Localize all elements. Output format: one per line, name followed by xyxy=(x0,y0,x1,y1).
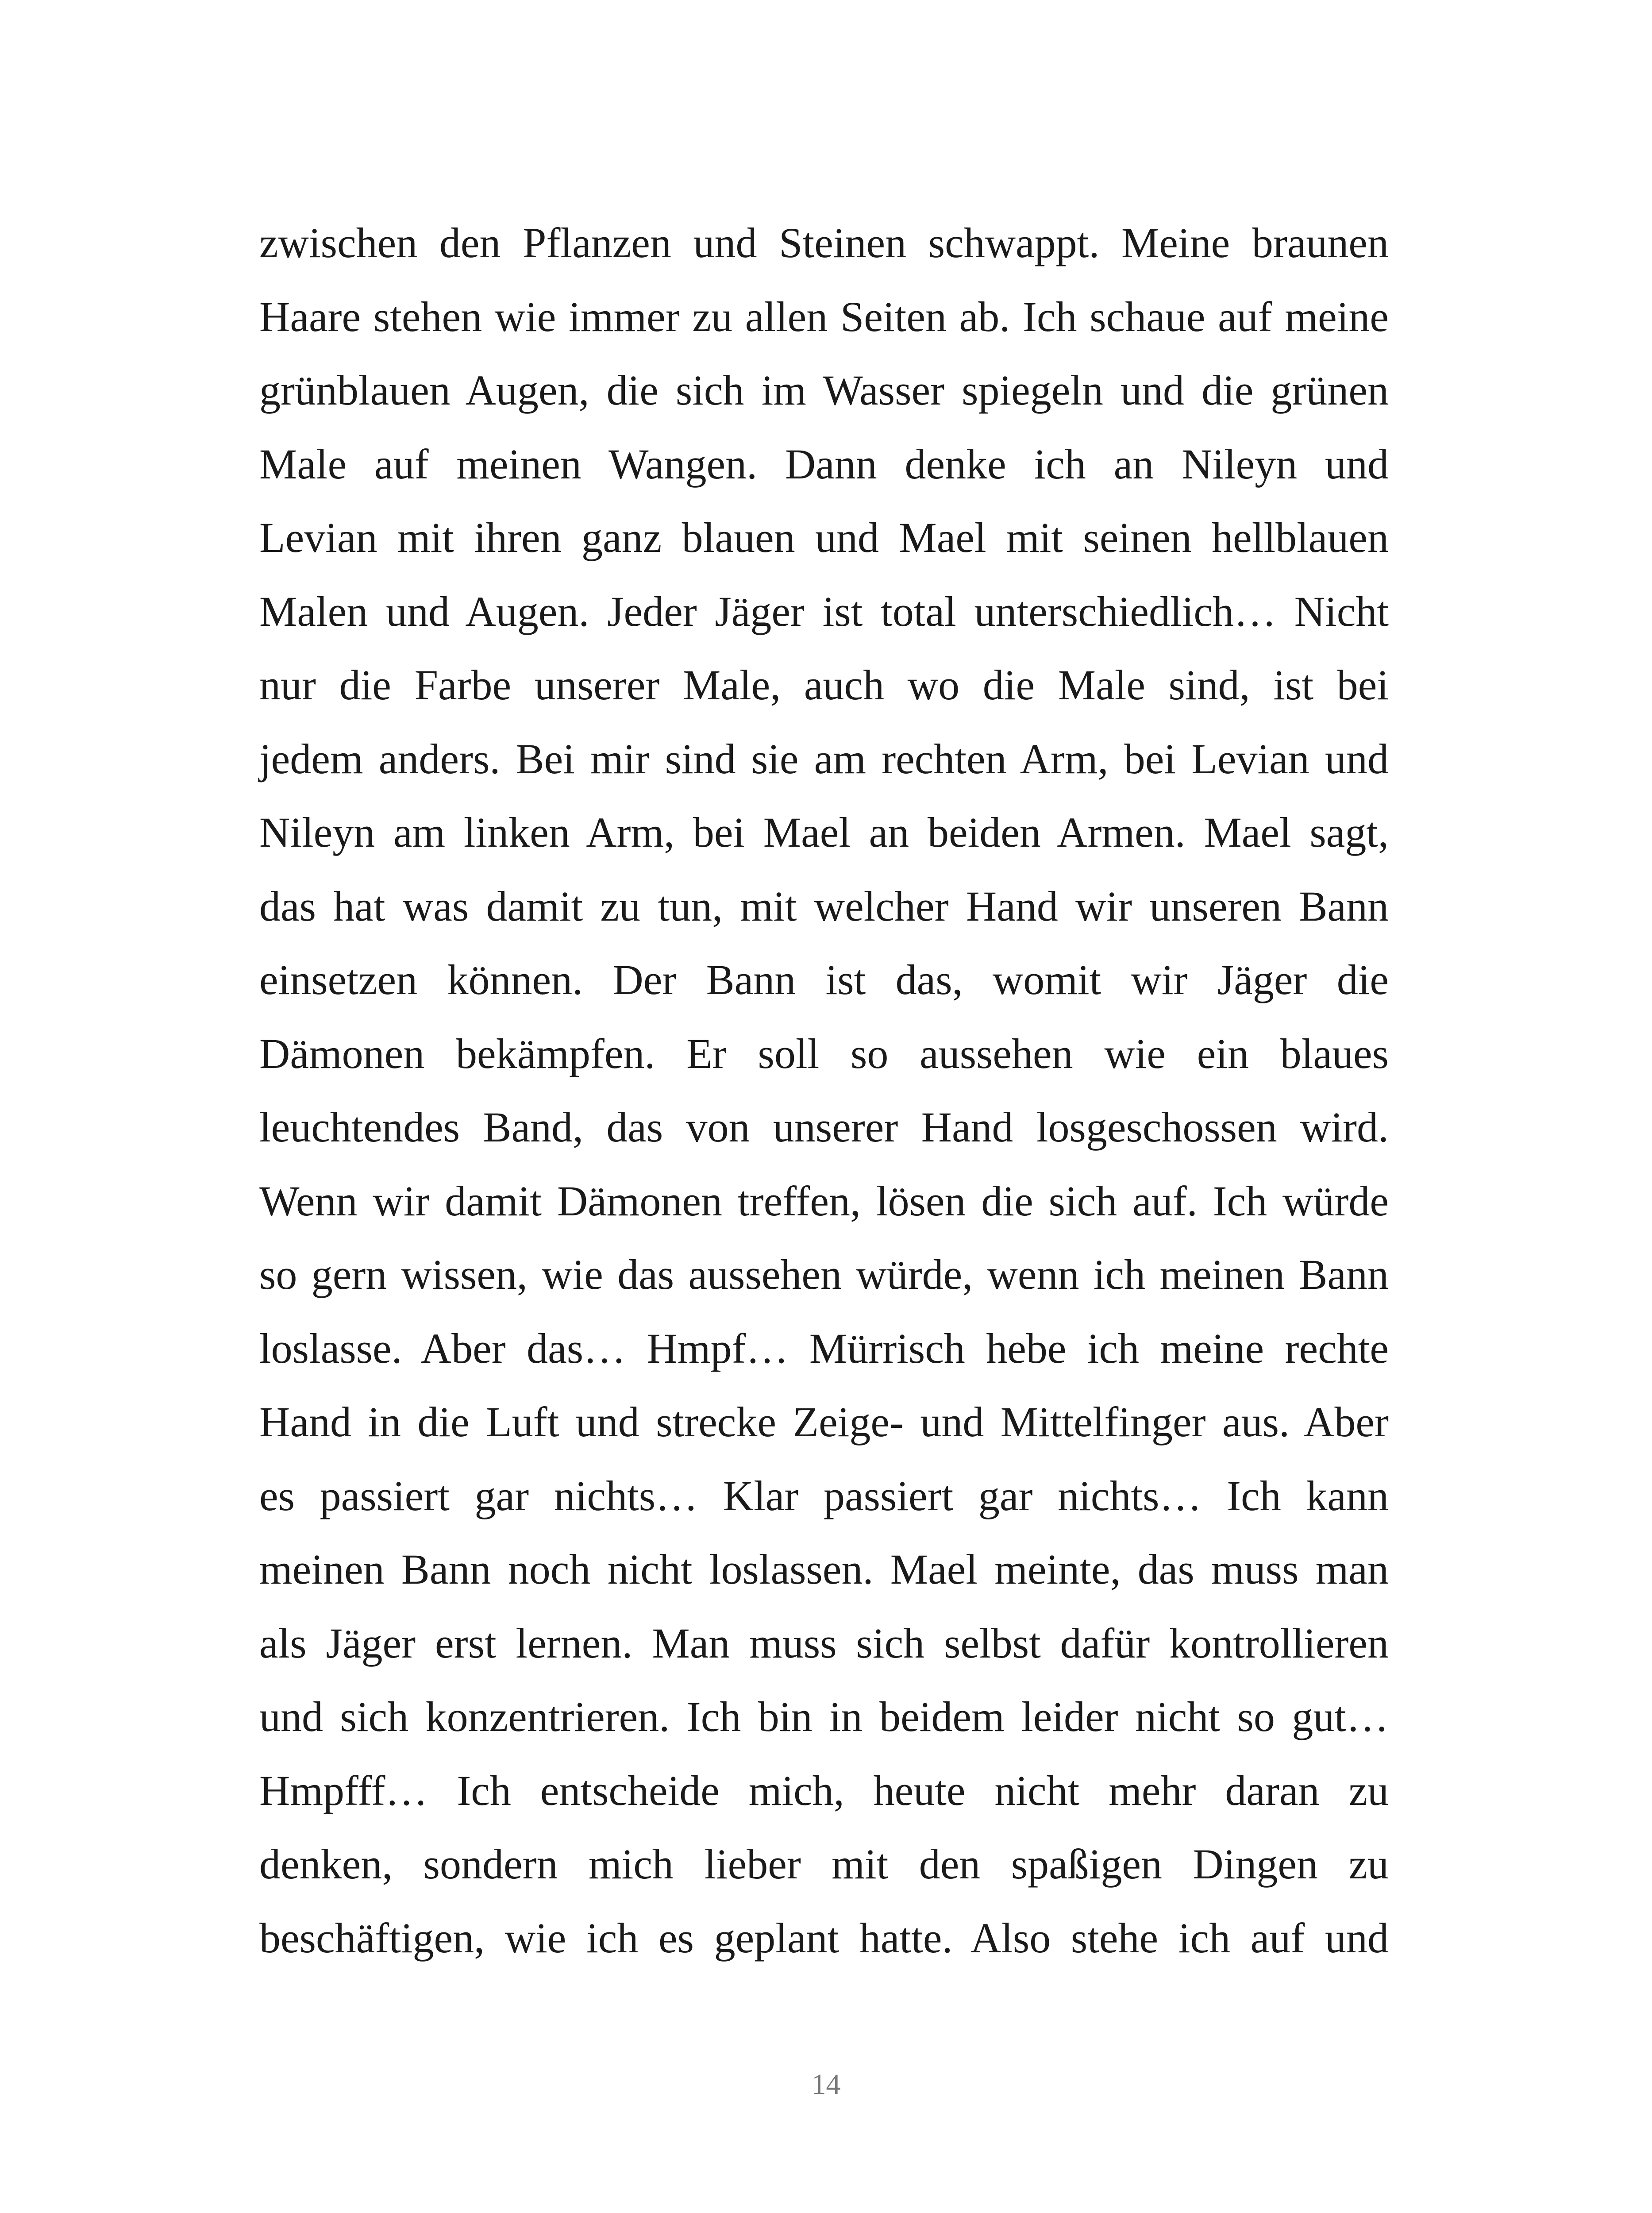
text-line: und sich konzentrieren. Ich bin in beidem leider nicht so gut… xyxy=(259,1693,1389,1740)
text-line: Nileyn am linken Arm, bei Mael an beiden Armen. Mael sagt, xyxy=(259,809,1389,856)
page-number: 14 xyxy=(811,2068,841,2101)
text-line: zwischen den Pflanzen und Steinen schwappt. Meine braunen xyxy=(259,219,1389,266)
text-line: es passiert gar nichts… Klar passiert gar nichts… Ich kann xyxy=(259,1472,1389,1519)
text-line: grünblauen Augen, die sich im Wasser spiegeln und die grünen xyxy=(259,366,1389,414)
text-line: leuchtendes Band, das von unserer Hand losgeschossen wird. xyxy=(259,1103,1389,1151)
text-line: beschäftigen, wie ich es geplant hatte. Also stehe ich auf und xyxy=(259,1914,1389,1962)
text-line: als Jäger erst lernen. Man muss sich selbst dafür kontrollieren xyxy=(259,1619,1389,1667)
text-line: denken, sondern mich lieber mit den spaßigen Dingen zu xyxy=(259,1840,1389,1888)
text-line: Levian mit ihren ganz blauen und Mael mit seinen hellblauen xyxy=(259,514,1389,561)
body-text xyxy=(259,206,1389,1975)
text-line: Malen und Augen. Jeder Jäger ist total unterschiedlich… Nicht xyxy=(259,587,1389,635)
text-line: Dämonen bekämpfen. Er soll so aussehen wie ein blaues xyxy=(259,1029,1389,1077)
text-line: nur die Farbe unserer Male, auch wo die Male sind, ist bei xyxy=(259,661,1389,709)
text-line: Haare stehen wie immer zu allen Seiten ab. Ich schaue auf meine xyxy=(259,293,1389,340)
text-line: Male auf meinen Wangen. Dann denke ich an Nileyn und xyxy=(259,440,1389,488)
text-line: einsetzen können. Der Bann ist das, womit wir Jäger die xyxy=(259,956,1389,1003)
text-line: loslasse. Aber das… Hmpf… Mürrisch hebe ich meine rechte xyxy=(259,1324,1389,1372)
text-line: das hat was damit zu tun, mit welcher Hand wir unseren Bann xyxy=(259,882,1389,930)
text-line: Wenn wir damit Dämonen treffen, lösen die sich auf. Ich würde xyxy=(259,1177,1389,1225)
text-line: jedem anders. Bei mir sind sie am rechten Arm, bei Levian und xyxy=(259,735,1389,783)
text-line: so gern wissen, wie das aussehen würde, wenn ich meinen Bann xyxy=(259,1251,1389,1298)
text-line: Hmpfff… Ich entscheide mich, heute nicht mehr daran zu xyxy=(259,1766,1389,1814)
text-line: meinen Bann noch nicht loslassen. Mael meinte, das muss man xyxy=(259,1546,1389,1593)
text-line: Hand in die Luft und strecke Zeige- und Mittelfinger aus. Aber xyxy=(259,1398,1389,1446)
